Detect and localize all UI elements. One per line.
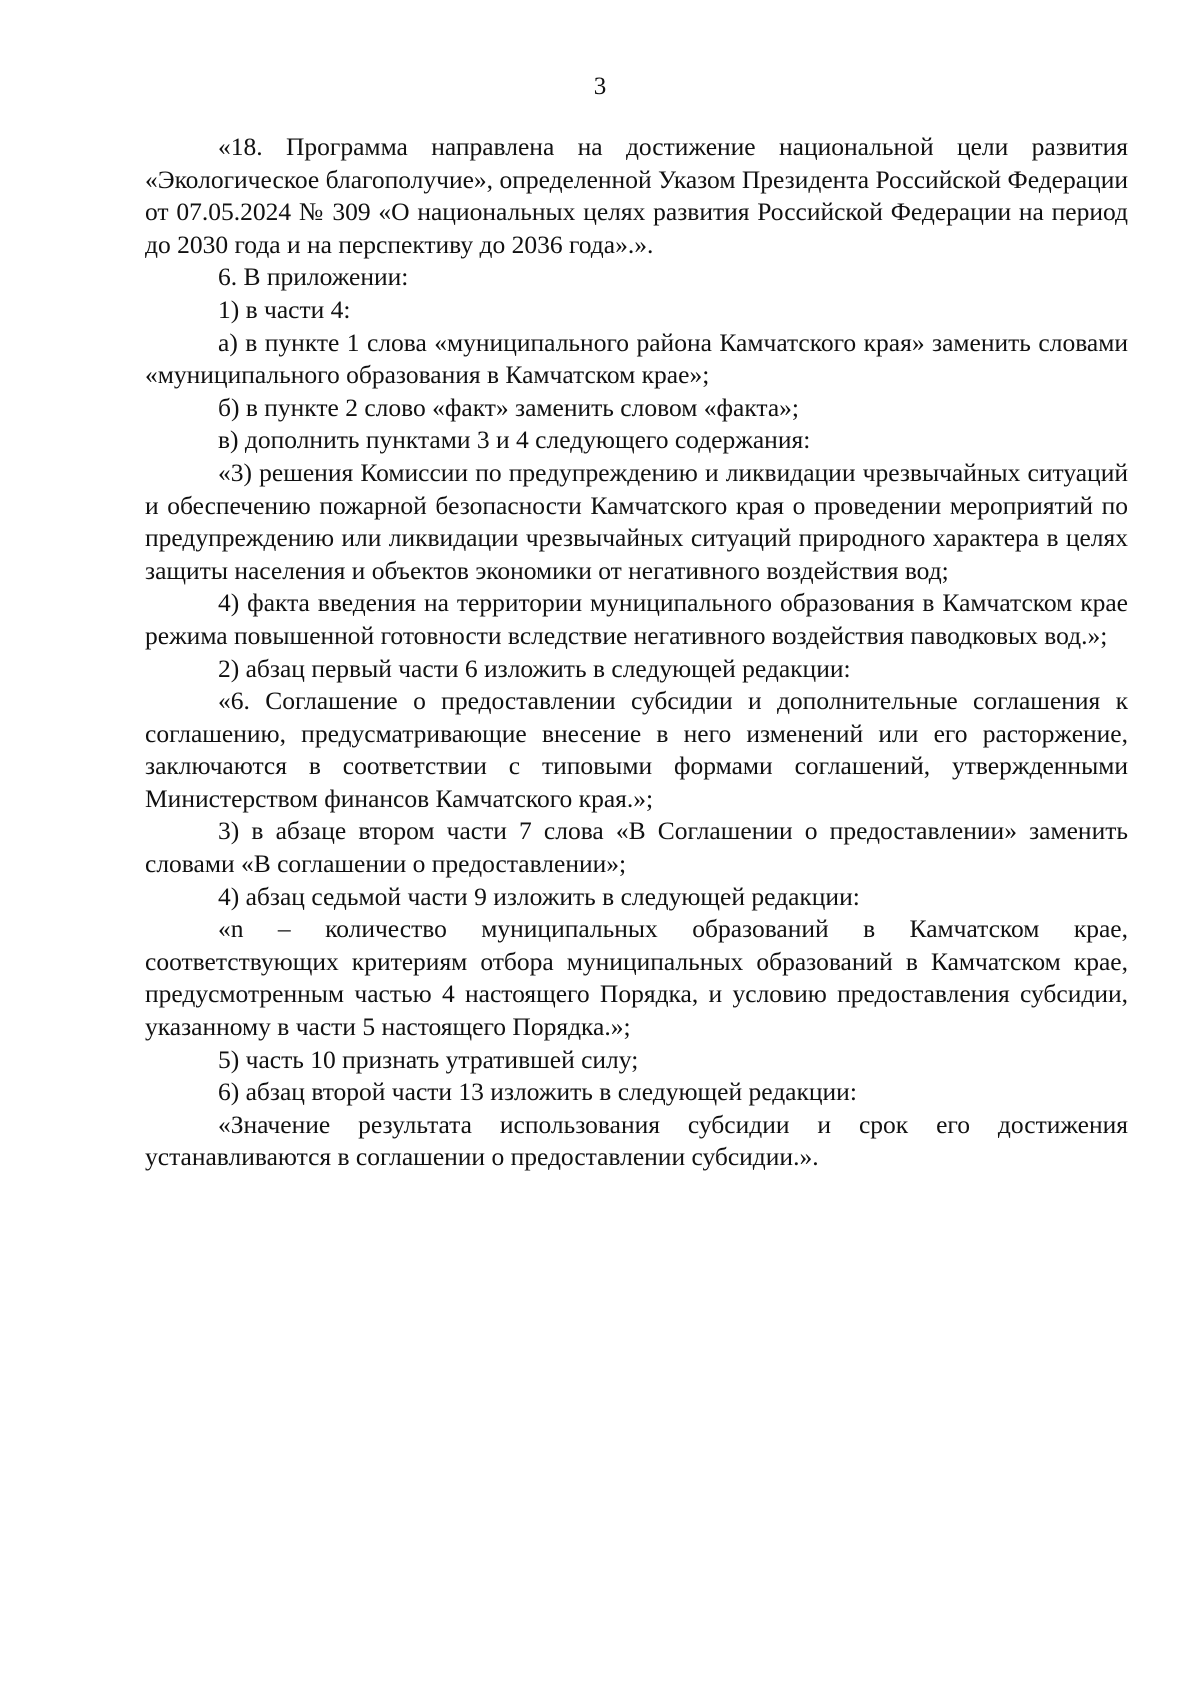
paragraph: а) в пункте 1 слова «муниципального района Камчатского края» заменить словами «муниципального образования в Камчатском крае»; xyxy=(145,327,1128,390)
document-body xyxy=(145,131,1128,1174)
paragraph: «n – количество муниципальных образований в Камчатском крае, соответствующих критериям отбора муниципальных образований в Камчатском крае, предусмотренным частью 4 настоящего Порядка, и условию предоставления субсидии, указанному в части 5 настоящего Порядка.»; xyxy=(145,914,1128,1042)
paragraph: б) в пункте 2 слово «факт» заменить словом «факта»; xyxy=(218,392,799,422)
paragraph: «18. Программа направлена на достижение национальной цели развития «Экологическое благополучие», определенной Указом Президента Российской Федерации от 07.05.2024 № 309 «О национальных целях развития Российской Федерации на период до 2030 года и на перспективу до 2036 года».». xyxy=(145,132,1128,259)
paragraph: 6. В приложении: xyxy=(218,262,409,292)
paragraph: «Значение результата использования субсидии и срок его достижения устанавливаются в соглашении о предоставлении субсидии.». xyxy=(145,1109,1128,1172)
paragraph: 6) абзац второй части 13 изложить в следующей редакции: xyxy=(218,1077,857,1107)
paragraph: «6. Соглашение о предоставлении субсидии и дополнительные соглашения к соглашению, предусматривающие внесение в него изменений или его расторжение, заключаются в соответствии с типовыми формами соглашений, утвержденными Министерством финансов Камчатского края.»; xyxy=(145,686,1128,813)
paragraph: 5) часть 10 признать утратившей силу; xyxy=(218,1044,639,1074)
paragraph: 4) абзац седьмой части 9 изложить в следующей редакции: xyxy=(218,881,860,911)
paragraph: в) дополнить пунктами 3 и 4 следующего содержания: xyxy=(218,425,811,455)
paragraph: 2) абзац первый части 6 изложить в следующей редакции: xyxy=(218,653,851,683)
page-number: 3 xyxy=(593,73,607,100)
paragraph: 4) факта введения на территории муниципального образования в Камчатском крае режима повышенной готовности вследствие негативного воздействия паводковых вод.»; xyxy=(145,588,1128,650)
paragraph: 3) в абзаце втором части 7 слова «В Соглашении о предоставлении» заменить словами «В соглашении о предоставлении»; xyxy=(145,816,1128,879)
paragraph: 1) в части 4: xyxy=(218,294,351,324)
paragraph: «3) решения Комиссии по предупреждению и ликвидации чрезвычайных ситуаций и обеспечению пожарной безопасности Камчатского края о проведении мероприятий по предупреждению или ликвидации чрезвычайных ситуаций природного характера в целях защиты населения и объектов экономики от негативного воздействия вод; xyxy=(145,457,1128,585)
